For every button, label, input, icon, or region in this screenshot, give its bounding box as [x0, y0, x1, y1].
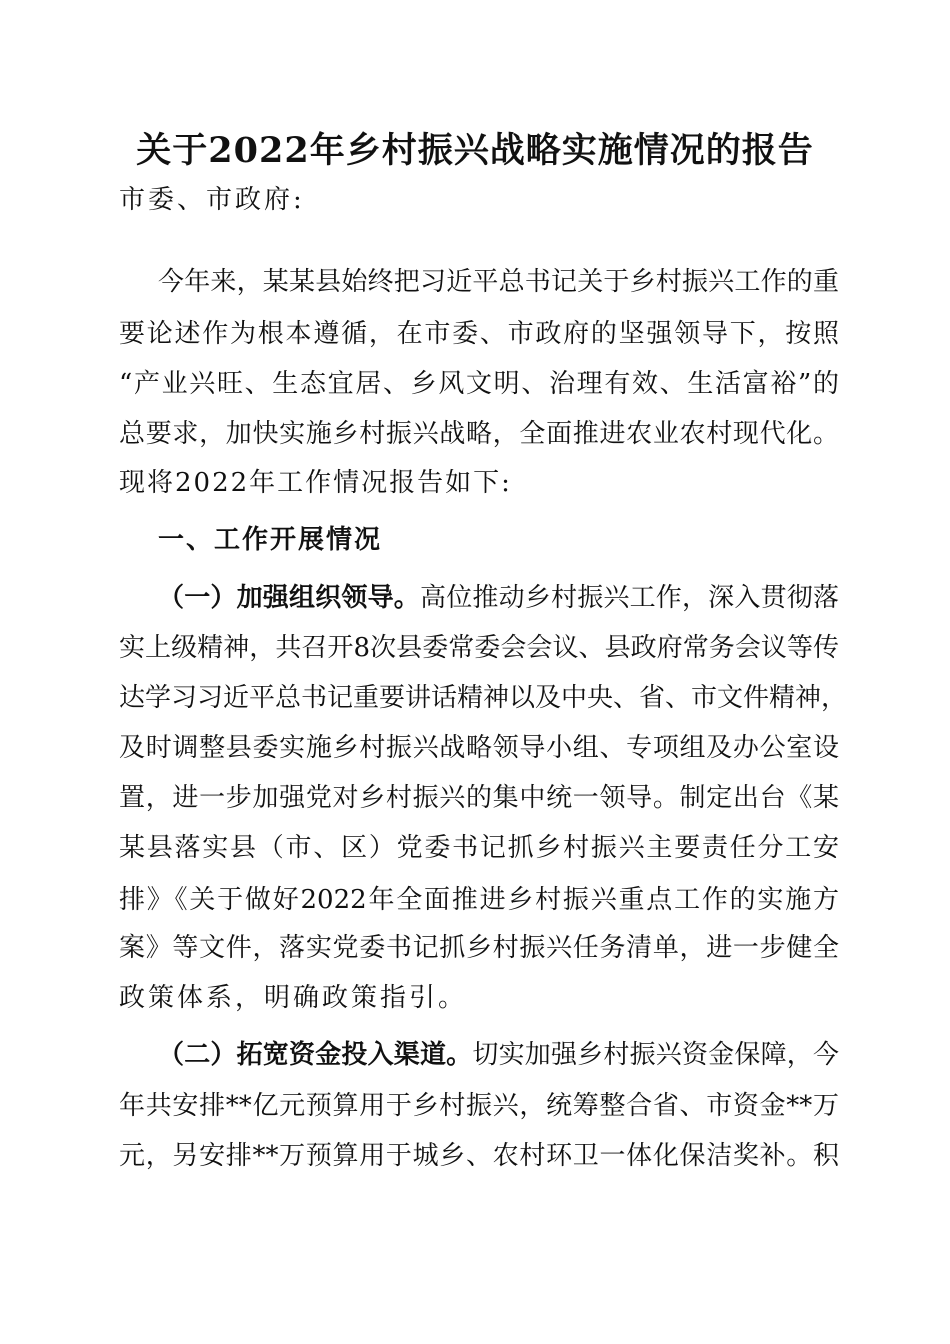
section-heading: 一、工作开展情况	[158, 525, 383, 555]
sub1-line-7: 排》《关于做好2022年全面推进乡村振兴重点工作的实施方	[119, 885, 839, 915]
intro-line-4: 总要求，加快实施乡村振兴战略，全面推进农业农村现代化。	[119, 419, 839, 449]
sub1-line-5: 置，进一步加强党对乡村振兴的集中统一领导。制定出台《某	[119, 783, 839, 813]
sub1-first-line-text: 高位推动乡村振兴工作，深入贯彻落	[420, 583, 839, 613]
sub1-line-6: 某县落实县（市、区）党委书记抓乡村振兴主要责任分工安	[119, 833, 839, 863]
sub2-first-line-text: 切实加强乡村振兴资金保障，今	[472, 1040, 839, 1070]
sub1-first-line	[158, 578, 839, 618]
sub2-line-3: 元，另安排**万预算用于城乡、农村环卫一体化保洁奖补。积	[119, 1141, 839, 1171]
sub2-first-line	[158, 1035, 839, 1075]
intro-line-2: 要论述作为根本遵循，在市委、市政府的坚强领导下，按照	[119, 319, 839, 349]
sub1-line-9: 政策体系，明确政策指引。	[119, 983, 468, 1013]
intro-line-1: 今年来，某某县始终把习近平总书记关于乡村振兴工作的重	[158, 267, 839, 297]
sub2-line-2: 年共安排**亿元预算用于乡村振兴，统筹整合省、市资金**万	[119, 1091, 839, 1121]
sub1-title: （一）加强组织领导。	[158, 583, 420, 613]
sub2-title: （二）拓宽资金投入渠道。	[158, 1040, 473, 1070]
sub1-line-3: 达学习习近平总书记重要讲话精神以及中央、省、市文件精神，	[119, 683, 848, 713]
sub1-line-2: 实上级精神，共召开8次县委常委会会议、县政府常务会议等传	[119, 633, 839, 663]
salutation: 市委、市政府:	[119, 185, 305, 215]
intro-line-3: “产业兴旺、生态宜居、乡风文明、治理有效、生活富裕”的	[119, 369, 839, 399]
sub1-line-4: 及时调整县委实施乡村振兴战略领导小组、专项组及办公室设	[119, 733, 839, 763]
intro-line-5: 现将2022年工作情况报告如下:	[119, 468, 512, 498]
document-title: 关于2022年乡村振兴战略实施情况的报告	[136, 130, 814, 171]
sub1-line-8: 案》等文件，落实党委书记抓乡村振兴任务清单，进一步健全	[119, 933, 839, 963]
